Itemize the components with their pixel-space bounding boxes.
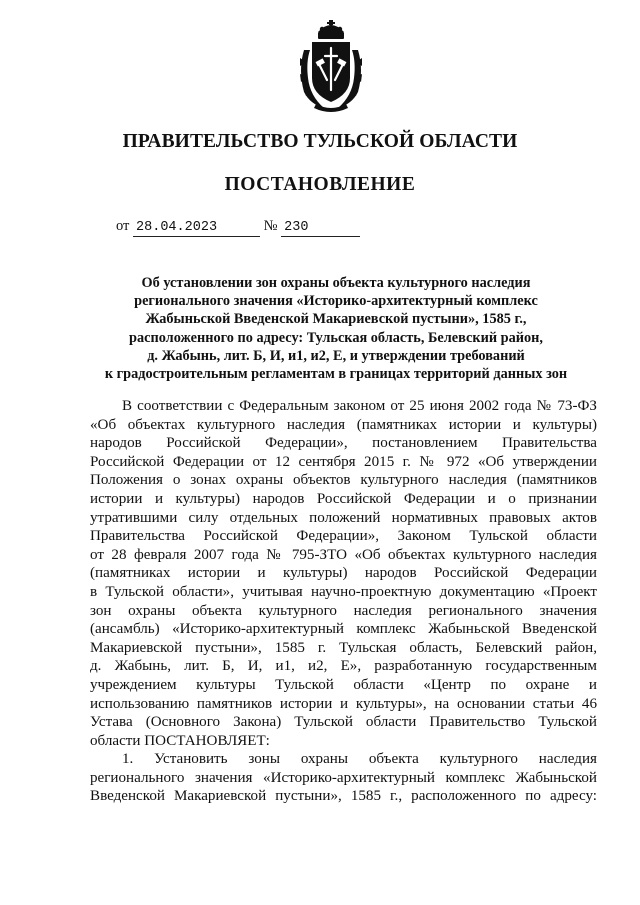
date-value: 28.04.2023: [133, 220, 260, 237]
title-line: д. Жабынь, лит. Б, И, и1, и2, Е, и утверждении требований: [147, 347, 525, 364]
body-line: зон охраны объекта культурного наследия регионального значения: [90, 602, 597, 619]
number-label: №: [263, 218, 278, 234]
body-line: (памятниках истории и культуры) народов Российской Федерации: [90, 565, 597, 582]
body-line: от 28 февраля 2007 года № 795-ЗТО «Об объектах культурного наследия: [90, 546, 597, 563]
organization-heading: ПРАВИТЕЛЬСТВО ТУЛЬСКОЙ ОБЛАСТИ: [122, 131, 518, 152]
body-line: «Об объектах культурного наследия (памятниках истории и культуры): [90, 416, 597, 433]
body-line: народов Российской Федерации», постановлением Правительства: [90, 435, 597, 452]
body-line: В соответствии с Федеральным законом от 25 июня 2002 года № 73-ФЗ: [122, 398, 597, 414]
document-title: [96, 274, 576, 383]
body-line: утратившими силу отдельных положений нормативных правовых актов: [90, 509, 597, 526]
date-number-line: [116, 218, 360, 237]
title-line: Жабыньской Введенской Макариевской пустыни», 1585 г.,: [145, 311, 527, 328]
body-line: Устава (Основного Закона) Тульской области Правительство Тульской: [90, 714, 597, 731]
body-line: в Тульской области», учитывая научно-проектную документацию «Проект: [90, 583, 597, 600]
body-line: д. Жабынь, лит. Б, И, и1, и2, Е», разработанную государственным: [90, 658, 597, 675]
body-line: использованию памятников истории и культуры», на основании статьи 46: [90, 695, 597, 712]
title-line: регионального значения «Историко-архитектурный комплекс: [134, 293, 538, 310]
body-line: истории и культуры) народов Российской Федерации и о признании: [90, 490, 597, 507]
body-line: регионального значения «Историко-архитектурный комплекс Жабыньской: [90, 769, 597, 786]
title-line: расположенного по адресу: Тульская область, Белевский район,: [129, 329, 543, 346]
title-line: к градостроительным регламентам в границах территорий данных зон: [104, 366, 568, 383]
body-line: области ПОСТАНОВЛЯЕТ:: [90, 732, 270, 749]
body-line: Российской Федерации от 12 сентября 2015 г. № 972 «Об утверждении: [90, 453, 597, 470]
number-value: 230: [281, 220, 360, 237]
body-line: Правительства Российской Федерации», Законом Тульской области: [90, 528, 597, 545]
body-line: 1. Установить зоны охраны объекта культурного наследия: [122, 751, 597, 768]
document-body: [90, 397, 597, 806]
body-line: учреждением культуры Тульской области «Центр по охране и: [90, 676, 597, 693]
document-type-heading: ПОСТАНОВЛЕНИЕ: [224, 174, 416, 195]
body-line: (ансамбль) «Историко-архитектурный комплекс Жабыньской Введенской: [90, 621, 597, 638]
body-line: Макариевской пустыни», 1585 г. Тульская область, Белевский район,: [90, 639, 597, 656]
coat-of-arms-emblem-icon: [296, 20, 366, 112]
body-line: Положения о зонах охраны объектов культурного наследия (памятников: [90, 472, 597, 489]
body-line: Введенской Макариевской пустыни», 1585 г., расположенного по адресу:: [90, 788, 597, 805]
title-line: Об установлении зон охраны объекта культурного наследия: [141, 275, 531, 291]
date-label: от: [116, 218, 130, 234]
